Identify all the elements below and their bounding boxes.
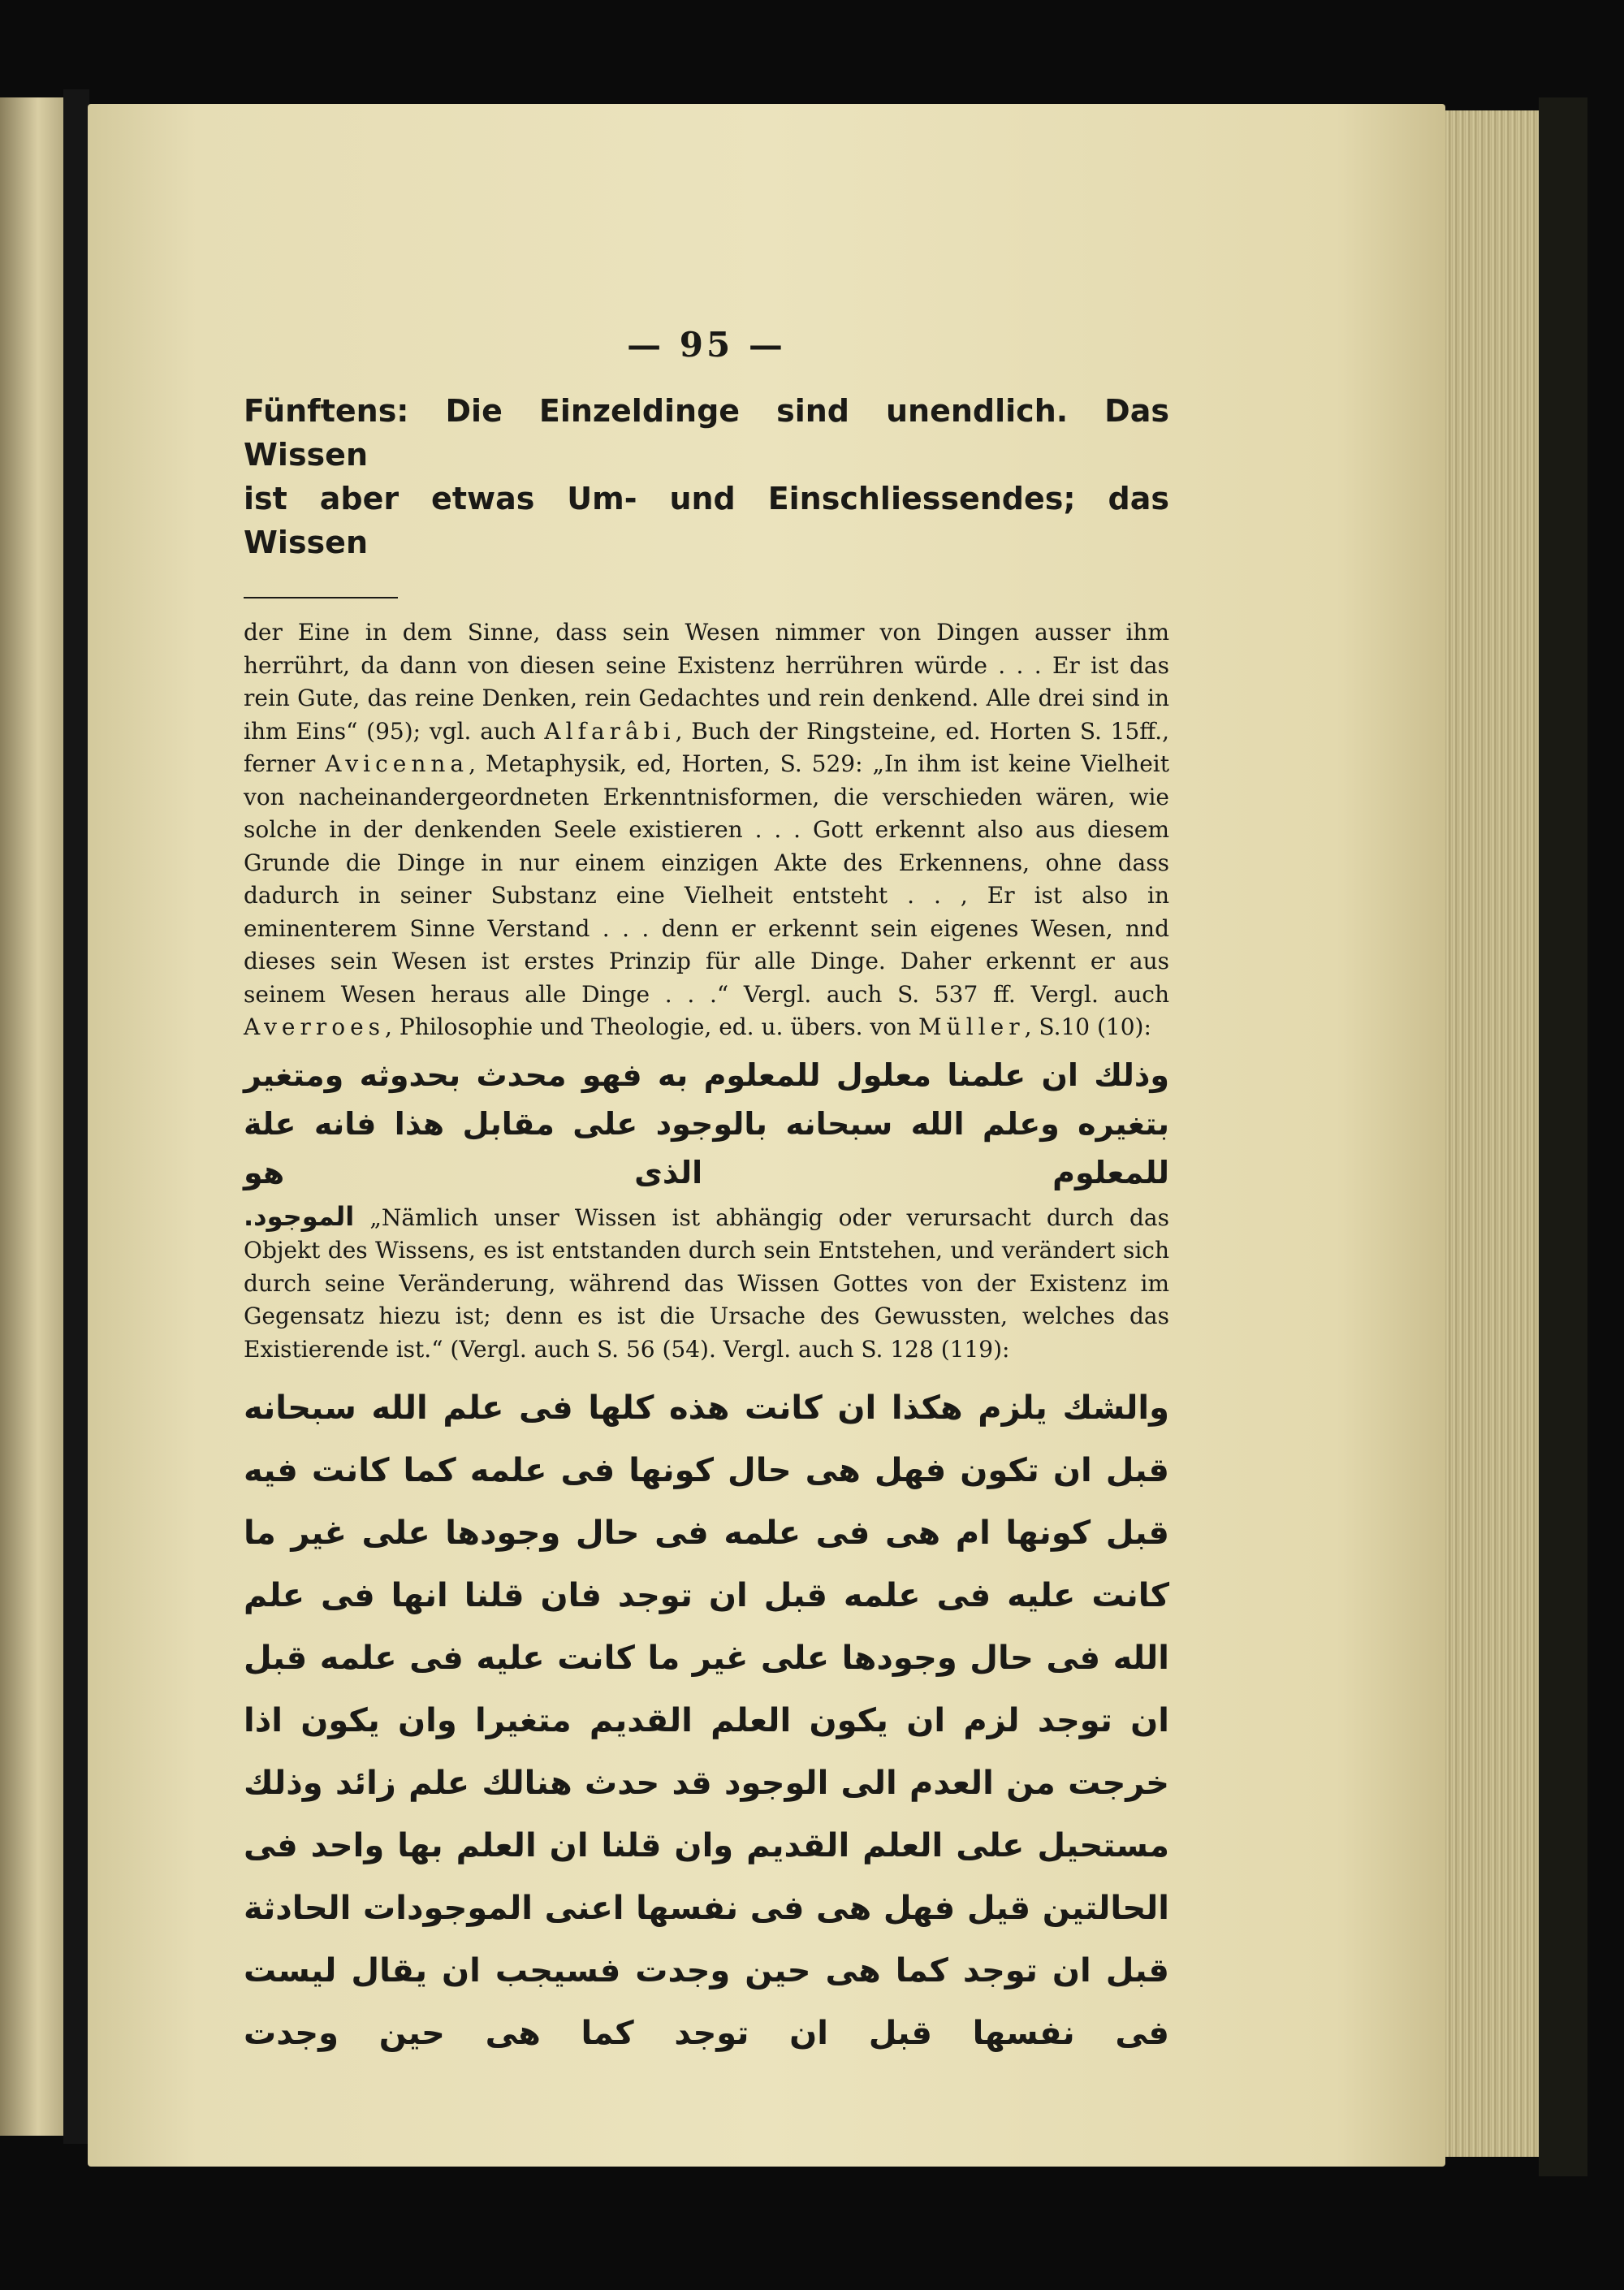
- book-gutter: [63, 89, 89, 2144]
- footnote-text-1: der Eine in dem Sinne, dass sein Wesen nimmer von Dingen ausser ihm herrührt, da dann von diesen seine Existenz herrühren würde . . . Er ist das rein Gute, das reine Denken, rein Gedachtes und rein denkend. Alle drei sind in ihm Eins“ (95); vgl. auch: [244, 619, 1169, 745]
- footnote-paragraph: [244, 616, 1169, 1044]
- page-number: — 95 —: [627, 325, 786, 365]
- footnote-text-3: , Metaphysik, ed, Horten, S. 529: „In ihm ist keine Vielheit von nacheinandergeordneten Erkenntnisformen, die verschieden wären, wie solche in der denkenden Seele existieren . . . Gott erkennt also aus diesem Grunde die Dinge in nur einem einzigen Akte des Erkennens, ohne dass dadurch in seiner Substanz eine Vielheit entsteht . . , Er ist also in eminenterem Sinne Verstand . . . denn er erkennt sein eigenes Wesen, nnd dieses sein Wesen ist erstes Prinzip für alle Dinge. Daher erkennt er aus seinem Wesen heraus alle Dinge . . .“ Vergl. auch S. 537 ff. Vergl. auch: [244, 750, 1169, 1008]
- footnote-text-4: , Philosophie und Theologie, ed. u. übers. von: [385, 1013, 919, 1040]
- arabic-quotation-2: والشك يلزم هكذا ان كانت هذه كلها فى علم الله سبحانه قبل ان تكون فهل هى حال كونها فى علمه كما كانت فيه قبل كونها ام هى فى علمه فى حال وجودها على غير ما كانت عليه فى علمه قبل ان توجد فان قلنا انها فى علم الله فى حال وجودها على غير ما كانت عليه فى علمه قبل ان توجد لزم ان يكون العلم القديم متغيرا وان يكون اذا خرجت من العدم الى الوجود قد حدث هنالك علم زائد وذلك مستحيل على العلم القديم وان قلنا ان العلم بها واحد فى الحالتين قيل فهل هى فى نفسها اعنى الموجودات الحادثة قبل ان توجد كما هى حين وجدت فسيجب ان يقال ليست فى نفسها قبل ان توجد كما هى حين وجدت: [244, 1389, 1169, 2052]
- author-name-averroes: Averroes: [244, 1013, 386, 1040]
- facing-page-edge: [0, 97, 63, 2136]
- main-text-line-2: ist aber etwas Um- und Einschliessendes; das Wissen: [244, 481, 1169, 560]
- page-stack-edges: [1445, 110, 1543, 2157]
- editor-name-mueller: Müller: [918, 1013, 1025, 1040]
- footnote-text-2: , Buch der Ringsteine, ed. Horten S. 15ff., ferner: [244, 717, 1169, 777]
- footnote-text-5: , S.10 (10):: [1024, 1013, 1151, 1040]
- footnote-rule: [244, 597, 398, 598]
- author-name-avicenna: Avicenna: [325, 750, 469, 777]
- arabic-quotation-1: وذلك ان علمنا معلول للمعلوم به فهو محدث بحدوثه ومتغير بتغيره وعلم الله سبحانه بالوجود على مقابل هذا فانه علة للمعلوم الذى هو: [244, 1056, 1169, 1190]
- author-name-alfarabi: Alfarâbi: [544, 717, 676, 745]
- arabic-quotation-1-end: الموجود.: [244, 1200, 355, 1232]
- page-content: [244, 325, 1169, 2068]
- book-cover-edge: [1539, 97, 1587, 2176]
- footnote-text-6: „Nämlich unser Wissen ist abhängig oder verursacht durch das Objekt des Wissens, es ist entstanden durch sein Entstehen, und verändert sich durch seine Veränderung, während das Wissen Gottes von der Existenz im Gegensatz hiezu ist; denn es ist die Ursache des Gewussten, welches das Existierende ist.“ (Vergl. auch S. 56 (54). Vergl. auch S. 128 (119):: [244, 1203, 1169, 1363]
- main-text-line-1: Fünftens: Die Einzeldinge sind unendlich. Das Wissen: [244, 393, 1169, 473]
- footnote-paragraph-2: [244, 1200, 1169, 1367]
